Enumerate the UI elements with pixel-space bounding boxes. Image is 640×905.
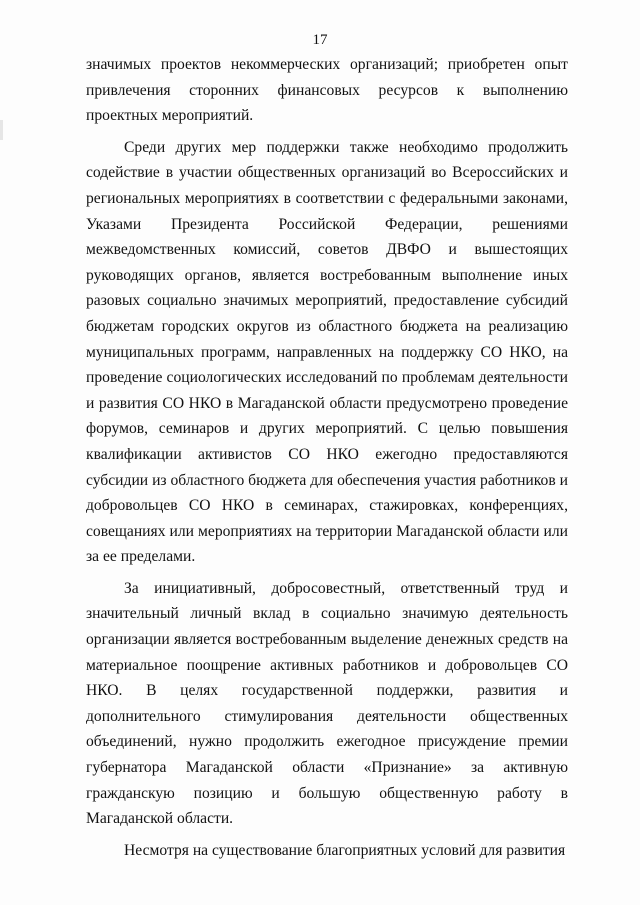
paragraph-4: Несмотря на существование благоприятных условий для развития — [124, 841, 566, 859]
body-text — [86, 52, 568, 869]
paragraph-3: За инициативный, добросовестный, ответственный труд и значительный личный вклад в социально значимую деятельность организации является востребованным выделение денежных средств на материальное поощрение активных работников и добровольцев СО НКО. В целях государственной поддержки, развития и дополнительного стимулирования деятельности общественных объединений, нужно продолжить ежегодное присуждение премии губернатора Магаданской области «Признание» за активную гражданскую позицию и большую общественную работу в Магаданской области. — [86, 579, 568, 828]
page-number: 17 — [312, 32, 328, 48]
paragraph-2: Среди других мер поддержки также необходимо продолжить содействие в участии общественных организаций во Всероссийских и региональных мероприятиях в соответствии с федеральными законами, Указами Президента Российской Федерации, решениями межведомственных комиссий, советов ДВФО и вышестоящих руководящих органов, является востребованным выполнение иных разовых социально значимых мероприятий, предоставление субсидий бюджетам городских округов из областного бюджета на реализацию муниципальных программ, направленных на поддержку СО НКО, на проведение социологических исследований по проблемам деятельности и развития СО НКО в Магаданской области предусмотрено проведение форумов, семинаров и других мероприятий. С целью повышения квалификации активистов СО НКО ежегодно предоставляются субсидии из областного бюджета для обеспечения участия работников и добровольцев СО НКО в семинарах, стажировках, конференциях, совещаниях или мероприятиях на территории Магаданской области или за ее пределами. — [86, 138, 568, 566]
paragraph-1: значимых проектов некоммерческих организаций; приобретен опыт привлечения сторонних финансовых ресурсов к выполнению проектных мероприятий. — [86, 56, 568, 125]
scan-edge-mark — [0, 0, 3, 905]
